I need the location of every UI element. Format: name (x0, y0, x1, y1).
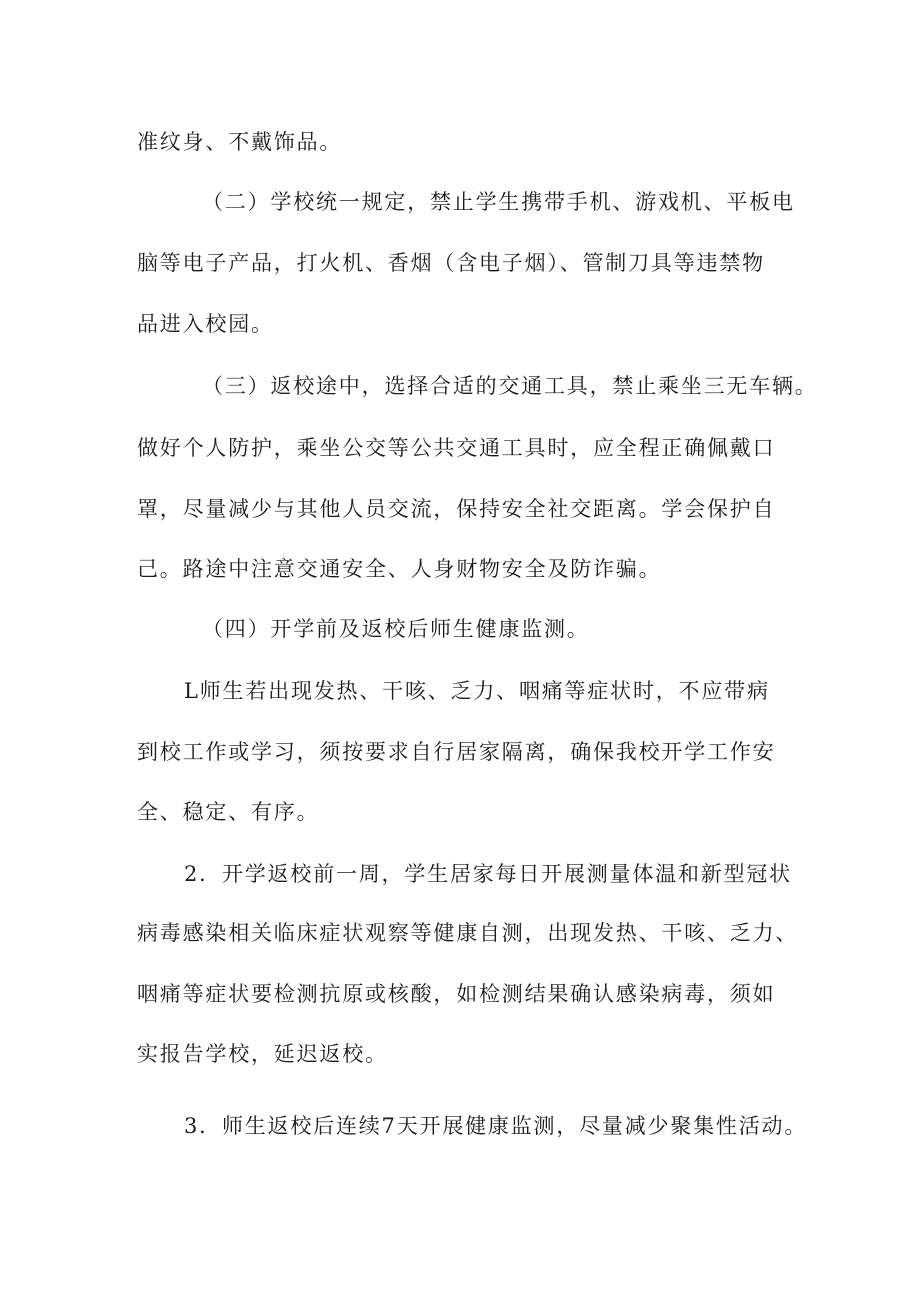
text-line-1: 准纹身、不戴饰品。 (137, 130, 343, 154)
text-line-3: 脑等电子产品，打火机、香烟（含电子烟）、管制刀具等违禁物 (137, 251, 765, 275)
text-line-14: 病毒感染相关临床症状观察等健康自测，出现发热、干咳、乏力、 (137, 921, 799, 945)
text-line-8: 己。路途中注意交通安全、人身财物安全及防诈骗。 (137, 557, 662, 581)
text-line-15: 咽痛等症状要检测抗原或核酸，如检测结果确认感染病毒，须如 (137, 982, 776, 1006)
text-line-10: L师生若出现发热、干咳、乏力、咽痛等症状时，不应带病 (184, 679, 770, 703)
text-line-5: （三）返校途中，选择合适的交通工具，禁止乘坐三无车辆。 (202, 374, 818, 398)
text-line-9: （四）开学前及返校后师生健康监测。 (202, 617, 590, 641)
text-line-6: 做好个人防护，乘坐公交等公共交通工具时，应全程正确佩戴口 (137, 436, 776, 460)
text-line-11: 到校工作或学习，须按要求自行居家隔离，确保我校开学工作安 (137, 740, 776, 764)
text-line-13: 2．开学返校前一周，学生居家每日开展测量体温和新型冠状 (184, 862, 792, 886)
text-line-12: 全、稳定、有序。 (137, 800, 320, 824)
text-line-4: 品进入校园。 (137, 312, 274, 336)
text-line-16: 实报告学校，延迟返校。 (137, 1042, 388, 1066)
text-line-7: 罩，尽量减少与其他人员交流，保持安全社交距离。学会保护自 (137, 497, 776, 521)
text-line-2: （二）学校统一规定，禁止学生携带手机、游戏机、平板电 (202, 190, 795, 214)
text-line-17: 3．师生返校后连续7天开展健康监测，尽量减少聚集性活动。 (184, 1114, 808, 1138)
